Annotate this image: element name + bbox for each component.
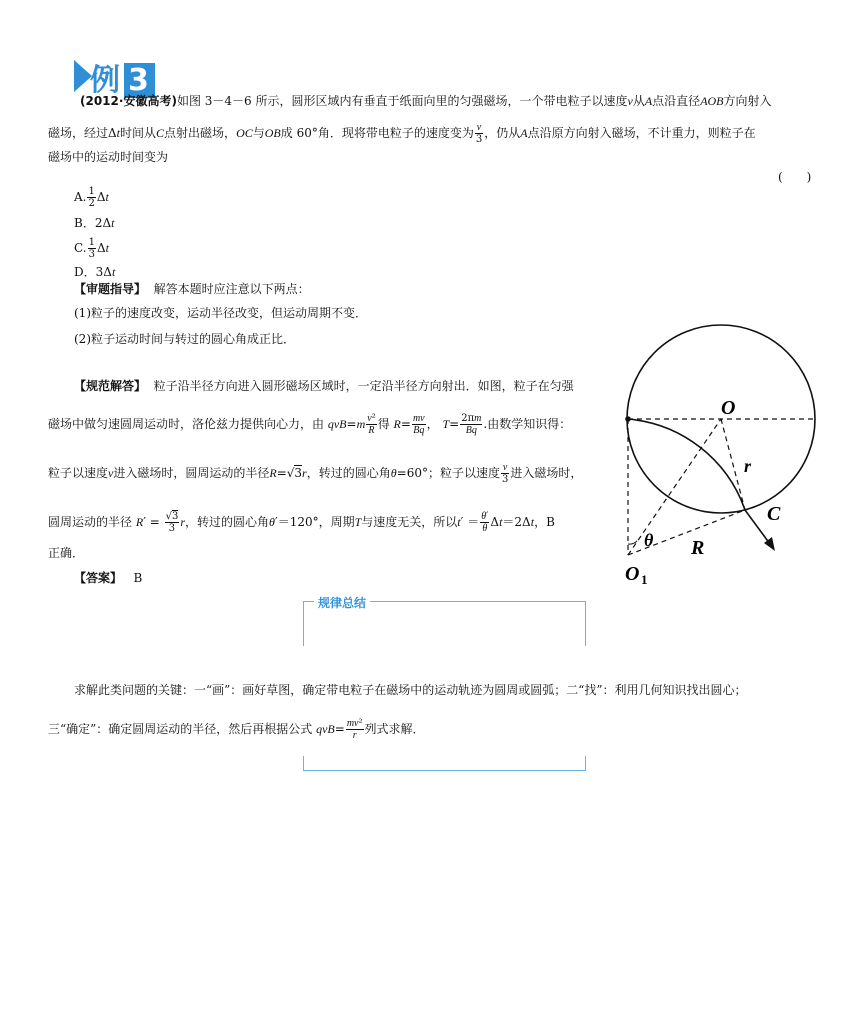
velocity-fraction: $\frac{v}{3}$ [475,122,483,145]
label-big-r: R [691,537,705,559]
line-o1-o [628,419,721,555]
particle-trajectory [628,419,745,510]
summary-line-2: 三“确定”：确定圆周运动的半径，然后再根据公式 qvB= $\frac{\text{mv²}}{r}$ 列式求解． [48,718,425,741]
radius-o-c [721,419,745,510]
label-c: C [767,503,781,525]
option-c: C. $\frac{1}{3}$ Δt [74,237,109,260]
label-theta: θ [644,530,654,550]
guide-point-1: (1)粒子的速度改变，运动半径改变，但运动周期不变． [74,306,368,320]
solution-line-1: 【规范解答】 粒子沿半径方向进入圆形磁场区域时，一定沿半径方向射出．如图，粒子在匀强 [74,379,574,393]
answer-parentheses: ( ) [778,170,812,184]
summary-box-bottom [303,756,586,771]
answer-line [74,570,142,586]
magnetic-field-diagram [615,318,835,588]
question-line-1: (2012·安徽高考)如图 3－4－6 所示，圆形区域内有垂直于纸面向里的匀强磁场，一个带电粒子以速度v从A点沿直径AOB方向射入 [80,94,772,108]
question-line-2: 磁场，经过Δt时间从C点射出磁场，OC与OB成 60°角．现将带电粒子的速度变为 $\frac{v}{3}$ ，仍从A点沿原方向射入磁场，不计重力，则粒子在 [48,122,756,145]
guide-heading: 【审题指导】 解答本题时应注意以下两点： [74,282,310,296]
option-a: A. $\frac{1}{2}$ Δt [74,186,109,209]
solution-line-4: 圆周运动的半径 R′ = $\frac{√3}{3}$ r，转过的圆心角θ′＝120°，周期T与速度无关，所以t′ ＝ $\frac{\theta'}{\theta}$ Δt＝2Δt，B [48,511,555,534]
solution-line-2: 磁场中做匀速圆周运动时，洛伦兹力提供向心力，由 qvB=m $\frac{\text{v²}}{R}$ 得 R= $\frac{mv}{Bq}$ ， T= $\frac{2\pi m}{Bq}$ .由数学知识得： [48,413,572,436]
option-d: D．3Δt [74,265,116,279]
summary-title: 规律总结 [314,594,370,611]
label-o: O [721,397,736,419]
solution-line-3: 粒子以速度v进入磁场时，圆周运动的半径R=√3r，转过的圆心角θ=60°；粒子以速度 $\frac{v}{3}$ 进入磁场时， [48,462,583,485]
example-badge: 例 3 [90,55,155,99]
answer-title: 【答案】 [74,571,123,585]
solution-line-5: 正确． [48,546,85,560]
option-b: B．2Δt [74,216,115,230]
label-o1-subscript: 1 [641,572,648,587]
example-number: 3 [124,63,155,98]
summary-line-1: 求解此类问题的关键：一“画”：画好草图，确定带电粒子在磁场中的运动轨迹为圆周或圆弧；二“找”：利用几何知识找出圆心； [74,683,747,697]
question-source: (2012·安徽高考) [80,94,177,108]
guide-title: 【审题指导】 [74,282,147,296]
solution-title: 【规范解答】 [74,379,147,393]
answer-value: B [133,571,143,585]
label-r: r [744,456,752,476]
guide-point-2: (2)粒子运动时间与转过的圆心角成正比． [74,332,295,346]
question-line-3: 磁场中的运动时间变为 [48,150,169,164]
label-o1: O [625,563,640,585]
